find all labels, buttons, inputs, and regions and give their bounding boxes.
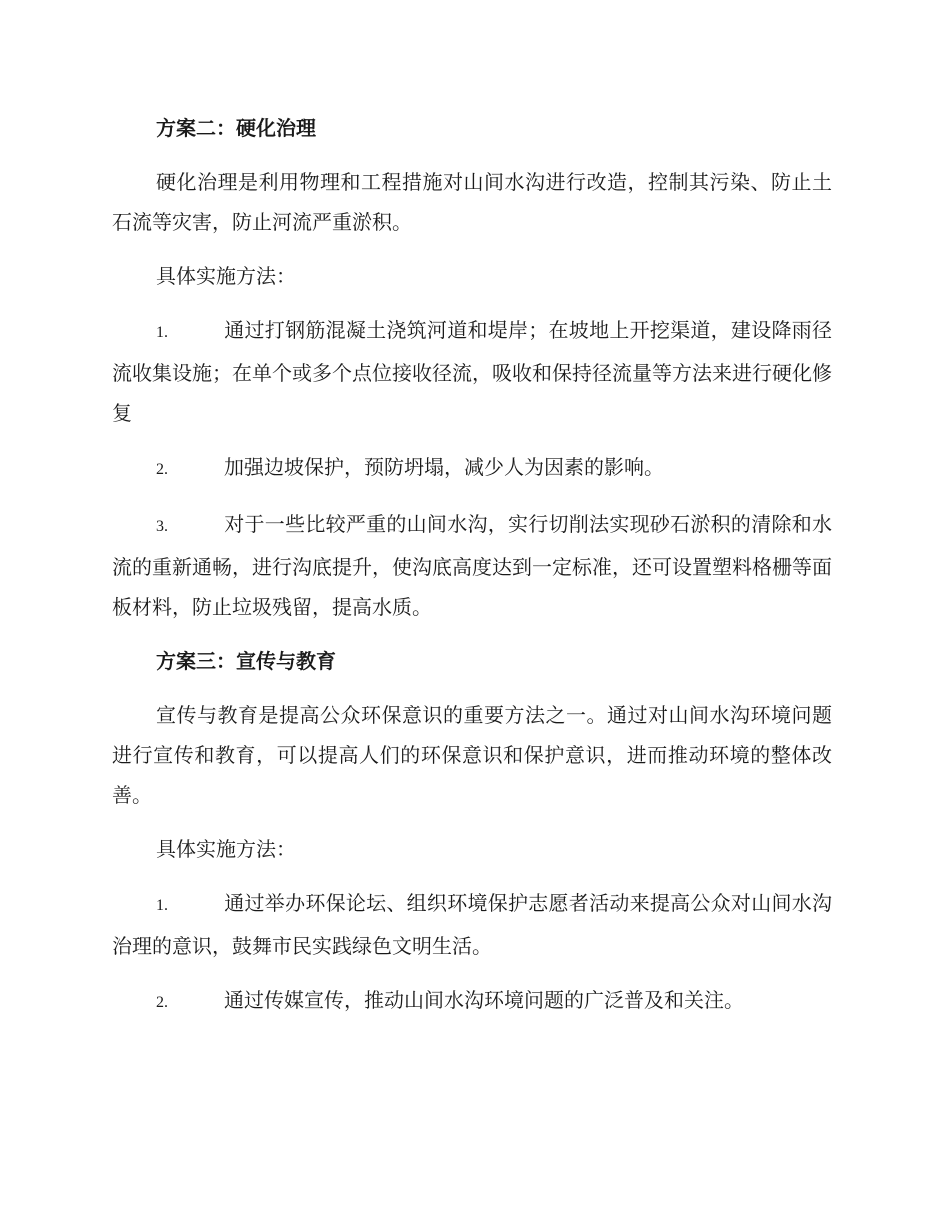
list-item	[112, 447, 832, 490]
section2-heading: 方案二：硬化治理	[156, 116, 316, 140]
list-item	[112, 883, 832, 966]
section3-heading: 方案三：宣传与教育	[156, 649, 336, 673]
list-item-number: 2.	[156, 994, 168, 1011]
list-item-text: 通过打钢筋混凝土浇筑河道和堤岸；在坡地上开挖渠道，建设降雨径流收集设施；在单个或多个点位接收径流，吸收和保持径流量等方法来进行硬化修复	[112, 318, 832, 425]
list-item	[112, 310, 832, 433]
list-item-number: 3.	[156, 518, 168, 535]
list-item	[112, 504, 832, 627]
list-item-number: 1.	[156, 897, 168, 914]
list-item-number: 2.	[156, 461, 168, 478]
list-item	[112, 980, 832, 1023]
list-item-number: 1.	[156, 324, 168, 341]
list-item-text: 通过举办环保论坛、组织环境保护志愿者活动来提高公众对山间水沟治理的意识，鼓舞市民实践绿色文明生活。	[112, 891, 832, 958]
section3-methods-label: 具体实施方法：	[156, 837, 296, 861]
section2-intro: 硬化治理是利用物理和工程措施对山间水沟进行改造，控制其污染、防止土石流等灾害，防止河流严重淤积。	[112, 170, 832, 234]
list-item-text: 对于一些比较严重的山间水沟，实行切削法实现砂石淤积的清除和水流的重新通畅，进行沟底提升，使沟底高度达到一定标准，还可设置塑料格栅等面板材料，防止垃圾残留，提高水质。	[112, 512, 832, 619]
list-item-text: 加强边坡保护，预防坍塌，减少人为因素的影响。	[224, 455, 664, 479]
section3-intro: 宣传与教育是提高公众环保意识的重要方法之一。通过对山间水沟环境问题进行宣传和教育，可以提高人们的环保意识和保护意识，进而推动环境的整体改善。	[112, 703, 832, 807]
document-page	[112, 108, 832, 1037]
list-item-text: 通过传媒宣传，推动山间水沟环境问题的广泛普及和关注。	[224, 988, 744, 1012]
section2-methods-label: 具体实施方法：	[156, 264, 296, 288]
